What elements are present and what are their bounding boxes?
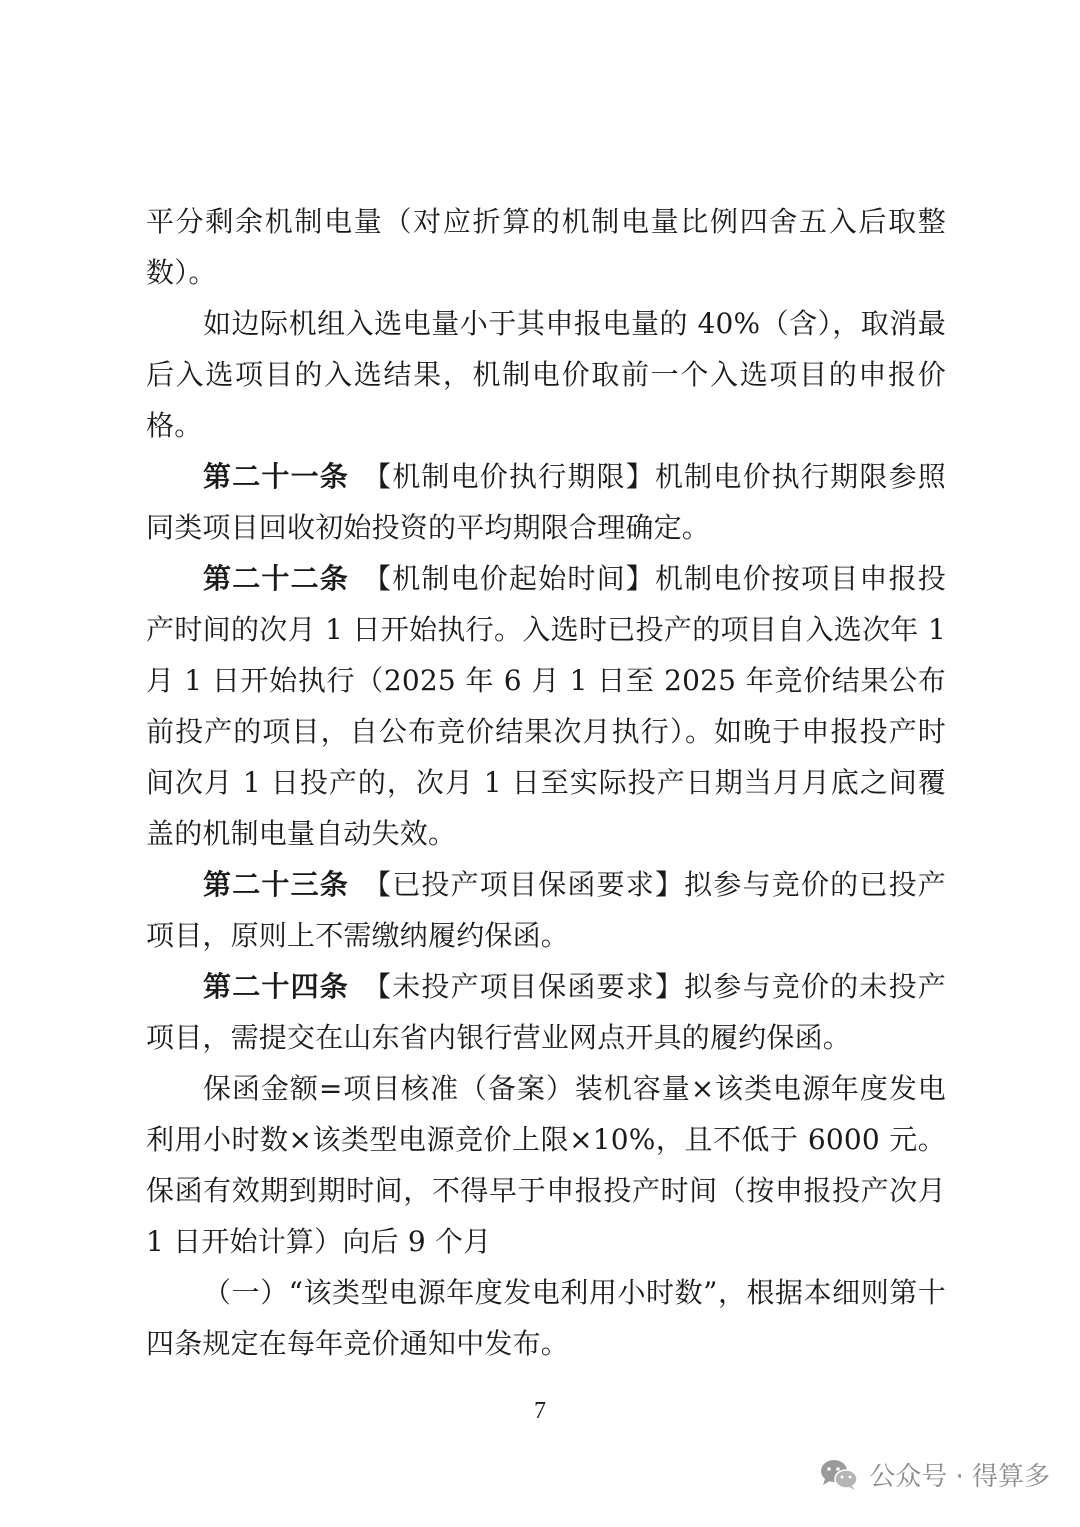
paragraph-guarantee-amount	[146, 1063, 946, 1267]
article-21	[146, 451, 946, 553]
article-text: 【机制电价起始时间】机制电价按项目申报投产时间的次月 1 日开始执行。入选时已投产的项目自入选次年 1 月 1 日开始执行（2025 年 6 月 1 日至 2025 年竞价结果公布前投产的项目，自公布竞价结果次月执行）。如晚于申报投产时间次月 1 日投产的，次月 1 日至实际投产日期当月月底之间覆盖的机制电量自动失效。	[146, 562, 946, 850]
article-text: 【未投产项目保函要求】拟参与竞价的未投产项目，需提交在山东省内银行营业网点开具的履约保函。	[146, 970, 946, 1054]
paragraph-item-1	[146, 1267, 946, 1369]
article-22	[146, 553, 946, 859]
paragraph-1	[146, 196, 946, 298]
article-23	[146, 859, 946, 961]
page-number: 7	[534, 1398, 546, 1424]
body-text	[146, 196, 946, 1369]
paragraph-text: 平分剩余机制电量（对应折算的机制电量比例四舍五入后取整数）。	[146, 205, 946, 289]
paragraph-text: 如边际机组入选电量小于其申报电量的 40%（含），取消最后入选项目的入选结果，机制电价取前一个入选项目的申报价格。	[146, 307, 946, 442]
paragraph-text: 保函金额=项目核准（备案）装机容量×该类电源年度发电利用小时数×该类型电源竞价上限×10%，且不低于 6000 元。保函有效期到期时间，不得早于申报投产时间（按申报投产次月 1 日开始计算）向后 9 个月	[146, 1072, 946, 1258]
watermark-text: 公众号 · 得算多	[869, 1462, 1050, 1492]
wechat-icon	[819, 1458, 859, 1492]
paragraph-text: （一）“该类型电源年度发电利用小时数”，根据本细则第十四条规定在每年竞价通知中发布。	[146, 1276, 946, 1360]
article-text: 【已投产项目保函要求】拟参与竞价的已投产项目，原则上不需缴纳履约保函。	[146, 868, 946, 952]
article-text: 【机制电价执行期限】机制电价执行期限参照同类项目回收初始投资的平均期限合理确定。	[146, 460, 946, 544]
watermark	[819, 1456, 1050, 1493]
article-heading: 第二十三条	[203, 868, 349, 901]
article-heading: 第二十四条	[203, 970, 349, 1003]
paragraph-2	[146, 298, 946, 451]
article-heading: 第二十二条	[203, 562, 349, 595]
article-24	[146, 961, 946, 1063]
article-heading: 第二十一条	[203, 460, 349, 493]
